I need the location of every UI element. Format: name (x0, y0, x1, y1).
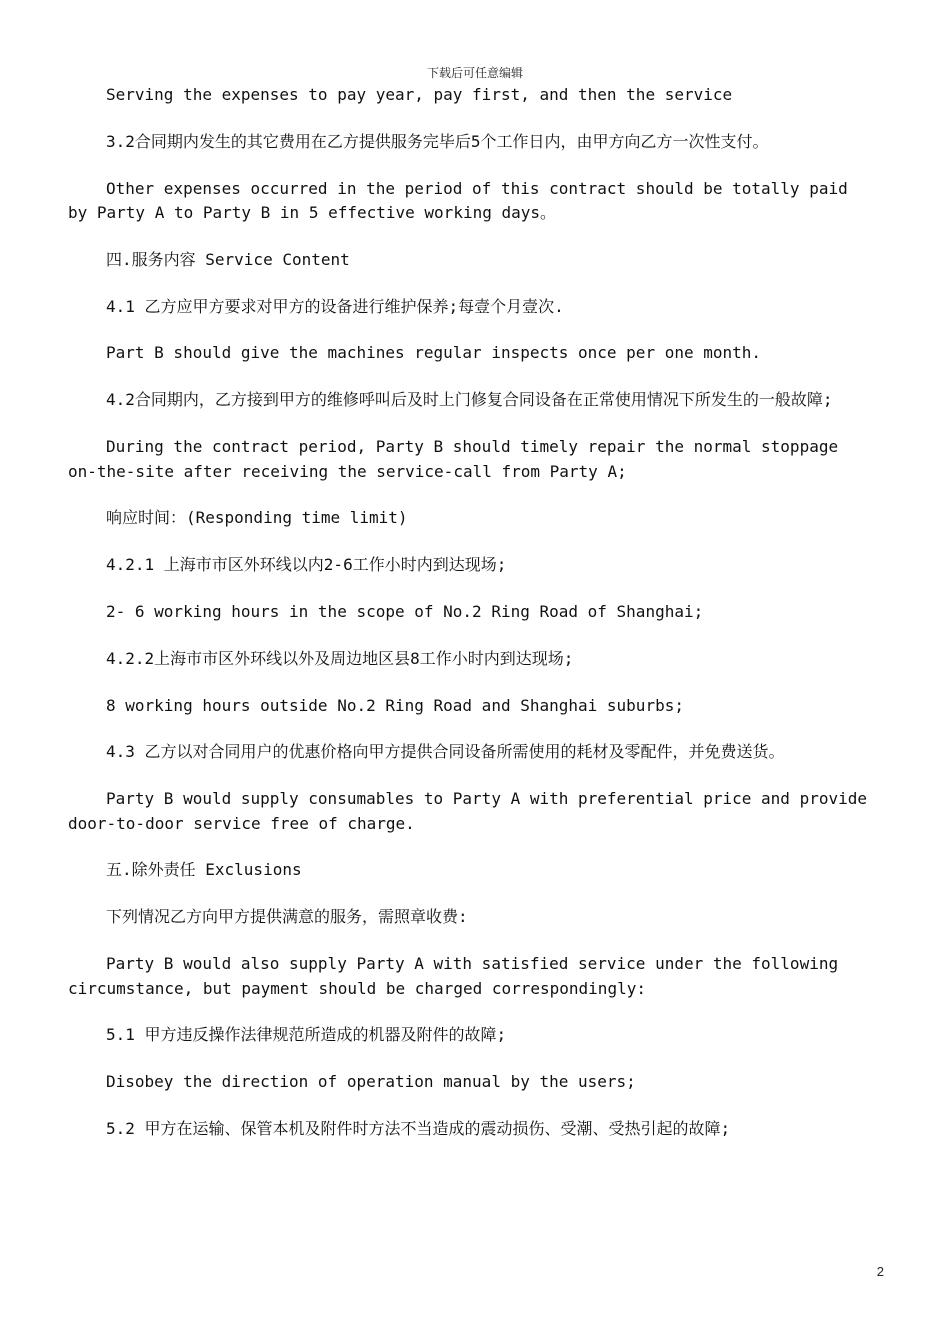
paragraph: Disobey the direction of operation manual by the users; (106, 1072, 636, 1092)
paragraph: 4.1 乙方应甲方要求对甲方的设备进行维护保养;每壹个月壹次. (106, 296, 564, 316)
paragraph: 5.2 甲方在运输、保管本机及附件时方法不当造成的震动损伤、受潮、受热引起的故障; (106, 1118, 731, 1138)
paragraph: 4.2.2上海市市区外环线以外及周边地区县8工作小时内到达现场; (106, 648, 574, 668)
paragraph: 响应时间：(Responding time limit) (106, 508, 408, 528)
paragraph: Serving the expenses to pay year, pay first, and then the service (106, 85, 733, 104)
page-header: 下载后可任意编辑 (426, 66, 523, 80)
section-heading: 五.除外责任 Exclusions (106, 860, 302, 880)
paragraph: 4.3 乙方以对合同用户的优惠价格向甲方提供合同设备所需使用的耗材及零配件，并免费送货。 (106, 742, 785, 762)
page-number: 2 (876, 1264, 884, 1279)
paragraph: 8 working hours outside No.2 Ring Road and Shanghai suburbs; (106, 695, 684, 715)
paragraph: Party B would also supply Party A with satisfied service under the following circumstance, but payment should be charged correspondingly: (68, 954, 839, 998)
paragraph: Party B would supply consumables to Party A with preferential price and provide door-to-door service free of charge. (68, 789, 867, 833)
paragraph: 下列情况乙方向甲方提供满意的服务，需照章收费: (106, 907, 468, 927)
paragraph: 4.2.1 上海市市区外环线以内2-6工作小时内到达现场; (106, 555, 507, 575)
document-body (68, 83, 874, 1164)
paragraph: During the contract period, Party B should timely repair the normal stoppage on-the-site after receiving the service-call from Party A; (68, 437, 839, 481)
paragraph: 2- 6 working hours in the scope of No.2 Ring Road of Shanghai; (106, 601, 704, 621)
paragraph: Other expenses occurred in the period of this contract should be totally paid by Party A to Party B in 5 effective working days。 (68, 178, 848, 223)
paragraph: 3.2合同期内发生的其它费用在乙方提供服务完毕后5个工作日内，由甲方向乙方一次性支付。 (106, 131, 769, 151)
paragraph: Part B should give the machines regular inspects once per one month. (106, 343, 762, 363)
section-heading: 四.服务内容 Service Content (106, 249, 350, 269)
paragraph: 4.2合同期内，乙方接到甲方的维修呼叫后及时上门修复合同设备在正常使用情况下所发生的一般故障; (106, 390, 833, 410)
paragraph: 5.1 甲方违反操作法律规范所造成的机器及附件的故障; (106, 1025, 507, 1045)
